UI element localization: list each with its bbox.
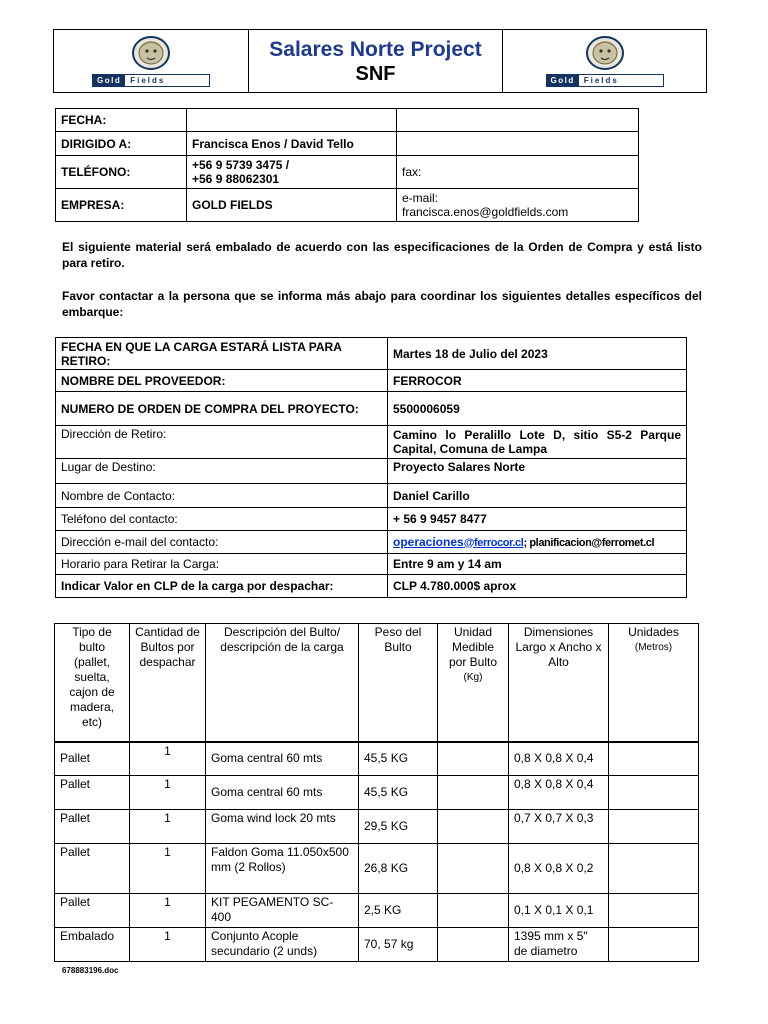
unidad-header-sub: (Kg) bbox=[463, 672, 483, 683]
table-row bbox=[55, 844, 699, 894]
header-logo-right-cell bbox=[503, 30, 707, 93]
item-dimensiones: 0,8 X 0,8 X 0,2 bbox=[509, 844, 609, 894]
item-dimensiones: 1395 mm x 5" de diametro bbox=[509, 928, 609, 962]
info-extra bbox=[397, 132, 639, 156]
item-cantidad: 1 bbox=[130, 776, 206, 810]
table-row bbox=[56, 132, 639, 156]
email-value[interactable]: francisca.enos@goldfields.com bbox=[402, 205, 569, 219]
table-row bbox=[56, 189, 639, 222]
col-header-descripcion: Descripción del Bulto/ descripción de la carga bbox=[206, 624, 359, 742]
document-filename: 678883196.doc bbox=[62, 966, 119, 975]
item-tipo: Pallet bbox=[55, 844, 130, 894]
item-unidad bbox=[438, 810, 509, 844]
item-cantidad: 1 bbox=[130, 928, 206, 962]
ship-value: Camino lo Peralillo Lote D, sitio S5-2 Parque Capital, Comuna de Lampa bbox=[388, 426, 687, 459]
ship-label: Horario para Retirar la Carga: bbox=[56, 554, 388, 575]
table-row bbox=[56, 531, 687, 554]
col-header-dimensiones: Dimensiones Largo x Ancho x Alto bbox=[509, 624, 609, 742]
item-tipo: Pallet bbox=[55, 810, 130, 844]
col-header-cantidad: Cantidad de Bultos por despachar bbox=[130, 624, 206, 742]
info-label: DIRIGIDO A: bbox=[56, 132, 187, 156]
ship-value: + 56 9 9457 8477 bbox=[388, 508, 687, 531]
ship-value: Martes 18 de Julio del 2023 bbox=[388, 338, 687, 370]
table-row bbox=[55, 776, 699, 810]
ship-value: Entre 9 am y 14 am bbox=[388, 554, 687, 575]
cargo-items-table bbox=[54, 623, 699, 962]
col-header-unidad bbox=[438, 624, 509, 742]
ship-label: Dirección de Retiro: bbox=[56, 426, 388, 459]
item-unidades bbox=[609, 810, 699, 844]
col-header-unidades bbox=[609, 624, 699, 742]
item-descripcion: Goma central 60 mts bbox=[206, 776, 359, 810]
item-tipo: Pallet bbox=[55, 894, 130, 928]
ship-label: Lugar de Destino: bbox=[56, 459, 388, 484]
item-cantidad: 1 bbox=[130, 742, 206, 776]
col-header-peso: Peso del Bulto bbox=[359, 624, 438, 742]
fecha-value-field[interactable] bbox=[187, 109, 397, 132]
info-value: Francisca Enos / David Tello bbox=[187, 132, 397, 156]
item-tipo: Embalado bbox=[55, 928, 130, 962]
ship-label: Nombre de Contacto: bbox=[56, 484, 388, 508]
contact-email-cell bbox=[388, 531, 687, 554]
item-descripcion: Faldon Goma 11.050x500 mm (2 Rollos) bbox=[206, 844, 359, 894]
fax-label: fax: bbox=[397, 156, 639, 189]
table-row bbox=[56, 459, 687, 484]
item-peso: 29,5 KG bbox=[359, 810, 438, 844]
ship-value: Daniel Carillo bbox=[388, 484, 687, 508]
ship-label: FECHA EN QUE LA CARGA ESTARÁ LISTA PARA RETIRO: bbox=[56, 338, 388, 370]
email-link-domain: @ferrocor.cl bbox=[463, 536, 524, 549]
shipment-details-table bbox=[55, 337, 687, 598]
ship-label: NOMBRE DEL PROVEEDOR: bbox=[56, 370, 388, 392]
info-label: EMPRESA: bbox=[56, 189, 187, 222]
table-row bbox=[56, 109, 639, 132]
table-row bbox=[56, 575, 687, 598]
email-cell bbox=[397, 189, 639, 222]
table-row bbox=[56, 484, 687, 508]
gold-fields-logo bbox=[546, 33, 664, 89]
item-unidad bbox=[438, 742, 509, 776]
item-dimensiones: 0,7 X 0,7 X 0,3 bbox=[509, 810, 609, 844]
ship-value: FERROCOR bbox=[388, 370, 687, 392]
item-unidad bbox=[438, 928, 509, 962]
table-row bbox=[55, 742, 699, 776]
phone-line: +56 9 5739 3475 / bbox=[192, 158, 290, 172]
item-descripcion: KIT PEGAMENTO SC-400 bbox=[206, 894, 359, 928]
email-link-user: operaciones bbox=[393, 534, 464, 549]
ship-value: 5500006059 bbox=[388, 392, 687, 426]
item-unidad bbox=[438, 844, 509, 894]
logo-word-fields: Fields bbox=[130, 76, 166, 85]
table-row bbox=[55, 928, 699, 962]
unidades-header-label: Unidades bbox=[628, 625, 679, 639]
table-row bbox=[56, 370, 687, 392]
table-row bbox=[55, 894, 699, 928]
info-label: FECHA: bbox=[56, 109, 187, 132]
table-row bbox=[56, 554, 687, 575]
item-descripcion: Goma central 60 mts bbox=[206, 742, 359, 776]
contact-info-table bbox=[55, 108, 639, 222]
ship-label: Teléfono del contacto: bbox=[56, 508, 388, 531]
item-unidades bbox=[609, 844, 699, 894]
item-dimensiones: 0,8 X 0,8 X 0,4 bbox=[509, 776, 609, 810]
item-descripcion: Conjunto Acople secundario (2 unds) bbox=[206, 928, 359, 962]
header-title-cell bbox=[249, 30, 503, 93]
document-header bbox=[53, 29, 707, 93]
item-unidades bbox=[609, 742, 699, 776]
table-row bbox=[56, 508, 687, 531]
item-unidad bbox=[438, 776, 509, 810]
unidad-header-label: Unidad Medible por Bulto bbox=[448, 625, 498, 669]
ship-label: Dirección e-mail del contacto: bbox=[56, 531, 388, 554]
project-code: SNF bbox=[355, 62, 396, 85]
item-cantidad: 1 bbox=[130, 844, 206, 894]
gold-fields-logo bbox=[92, 33, 210, 89]
item-cantidad: 1 bbox=[130, 894, 206, 928]
intro-paragraph: El siguiente material será embalado de acuerdo con las especificaciones de la Orden de Compra y está listo para retiro. bbox=[62, 240, 702, 270]
item-unidad bbox=[438, 894, 509, 928]
info-value: GOLD FIELDS bbox=[187, 189, 397, 222]
item-tipo: Pallet bbox=[55, 742, 130, 776]
info-value bbox=[187, 156, 397, 189]
operaciones-email-link[interactable] bbox=[393, 535, 523, 549]
item-unidades bbox=[609, 928, 699, 962]
item-dimensiones: 0,8 X 0,8 X 0,4 bbox=[509, 742, 609, 776]
item-cantidad: 1 bbox=[130, 810, 206, 844]
contact-paragraph: Favor contactar a la persona que se informa más abajo para coordinar los siguientes detalles específicos del embarque: bbox=[62, 289, 702, 319]
table-row bbox=[56, 426, 687, 459]
ship-value: CLP 4.780.000$ aprox bbox=[388, 575, 687, 598]
item-peso: 70, 57 kg bbox=[359, 928, 438, 962]
item-peso: 45,5 KG bbox=[359, 776, 438, 810]
info-extra bbox=[397, 109, 639, 132]
table-header-row bbox=[55, 624, 699, 742]
lion-emblem-icon bbox=[131, 35, 171, 71]
ship-value: Proyecto Salares Norte bbox=[388, 459, 687, 484]
logo-word-gold: Gold bbox=[547, 75, 579, 86]
col-header-tipo: Tipo de bulto (pallet, suelta, cajon de madera, etc) bbox=[55, 624, 130, 742]
phone-line: +56 9 88062301 bbox=[192, 172, 280, 186]
item-dimensiones: 0,1 X 0,1 X 0,1 bbox=[509, 894, 609, 928]
item-peso: 2,5 KG bbox=[359, 894, 438, 928]
info-label: TELÉFONO: bbox=[56, 156, 187, 189]
logo-word-gold: Gold bbox=[93, 75, 125, 86]
unidades-header-sub: (Metros) bbox=[634, 642, 673, 653]
item-peso: 45,5 KG bbox=[359, 742, 438, 776]
planificacion-email: ; planificacion@ferromet.cl bbox=[523, 536, 655, 549]
item-unidades bbox=[609, 894, 699, 928]
item-unidades bbox=[609, 776, 699, 810]
logo-word-fields: Fields bbox=[583, 76, 619, 85]
table-row bbox=[55, 810, 699, 844]
item-peso: 26,8 KG bbox=[359, 844, 438, 894]
email-label: e-mail: bbox=[402, 191, 439, 205]
item-tipo: Pallet bbox=[55, 776, 130, 810]
table-row bbox=[56, 156, 639, 189]
table-row bbox=[56, 338, 687, 370]
ship-label: Indicar Valor en CLP de la carga por despachar: bbox=[56, 575, 388, 598]
project-title: Salares Norte Project bbox=[269, 37, 482, 61]
item-descripcion: Goma wind lock 20 mts bbox=[206, 810, 359, 844]
header-logo-left-cell bbox=[54, 30, 249, 93]
table-row bbox=[56, 392, 687, 426]
lion-emblem-icon bbox=[585, 35, 625, 71]
ship-label: NUMERO DE ORDEN DE COMPRA DEL PROYECTO: bbox=[56, 392, 388, 426]
